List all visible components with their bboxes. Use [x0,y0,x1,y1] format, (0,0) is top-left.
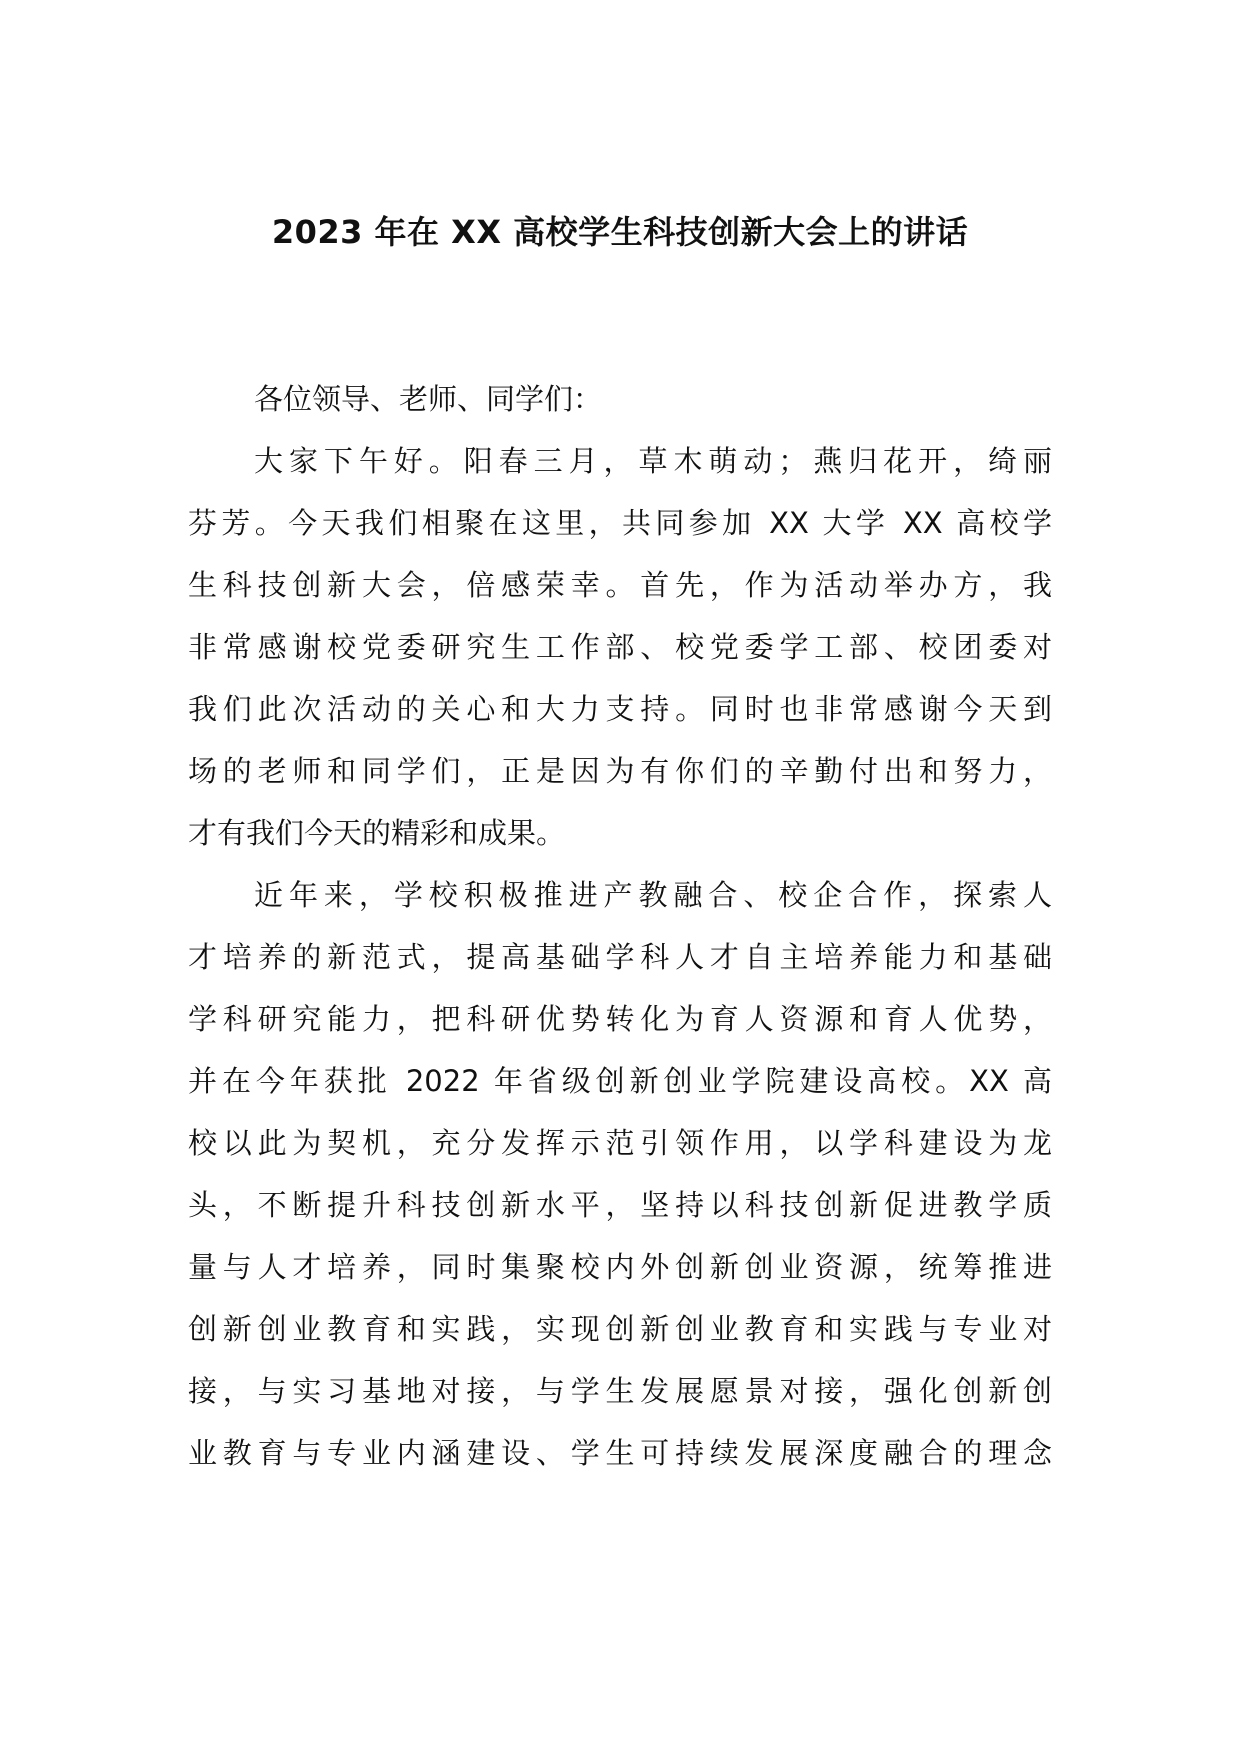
paragraph-2-line: 学科研究能力，把科研优势转化为育人资源和育人优势， [188,1002,1052,1036]
paragraph-2-line: 接，与实习基地对接，与学生发展愿景对接，强化创新创 [188,1374,1052,1408]
paragraph-2-line: 业教育与专业内涵建设、学生可持续发展深度融合的理念 [188,1436,1052,1470]
paragraph-1-line: 我们此次活动的关心和大力支持。同时也非常感谢今天到 [188,692,1052,726]
paragraph-1-line: 芬芳。今天我们相聚在这里，共同参加 XX 大学 XX 高校学 [188,506,1052,540]
paragraph-1-line: 大家下午好。阳春三月，草木萌动；燕归花开，绮丽 [254,444,1052,478]
document-body [188,368,1052,1484]
paragraph-1-line: 非常感谢校党委研究生工作部、校党委学工部、校团委对 [188,630,1052,664]
paragraph-1-line: 才有我们今天的精彩和成果。 [188,816,566,850]
paragraph-2-line: 并在今年获批 2022 年省级创新创业学院建设高校。XX 高 [188,1064,1052,1098]
salutation: 各位领导、老师、同学们： [254,382,603,416]
paragraph-1-line: 场的老师和同学们，正是因为有你们的辛勤付出和努力， [188,754,1052,788]
paragraph-2-line: 头，不断提升科技创新水平，坚持以科技创新促进教学质 [188,1188,1052,1222]
paragraph-2-line: 创新创业教育和实践，实现创新创业教育和实践与专业对 [188,1312,1052,1346]
paragraph-2-line: 才培养的新范式，提高基础学科人才自主培养能力和基础 [188,940,1052,974]
paragraph-2-line: 近年来，学校积极推进产教融合、校企合作，探索人 [254,878,1052,912]
document-title: 2023 年在 XX 高校学生科技创新大会上的讲话 [271,213,969,251]
paragraph-2-line: 校以此为契机，充分发挥示范引领作用，以学科建设为龙 [188,1126,1052,1160]
paragraph-2-line: 量与人才培养，同时集聚校内外创新创业资源，统筹推进 [188,1250,1052,1284]
paragraph-1-line: 生科技创新大会，倍感荣幸。首先，作为活动举办方，我 [188,568,1052,602]
